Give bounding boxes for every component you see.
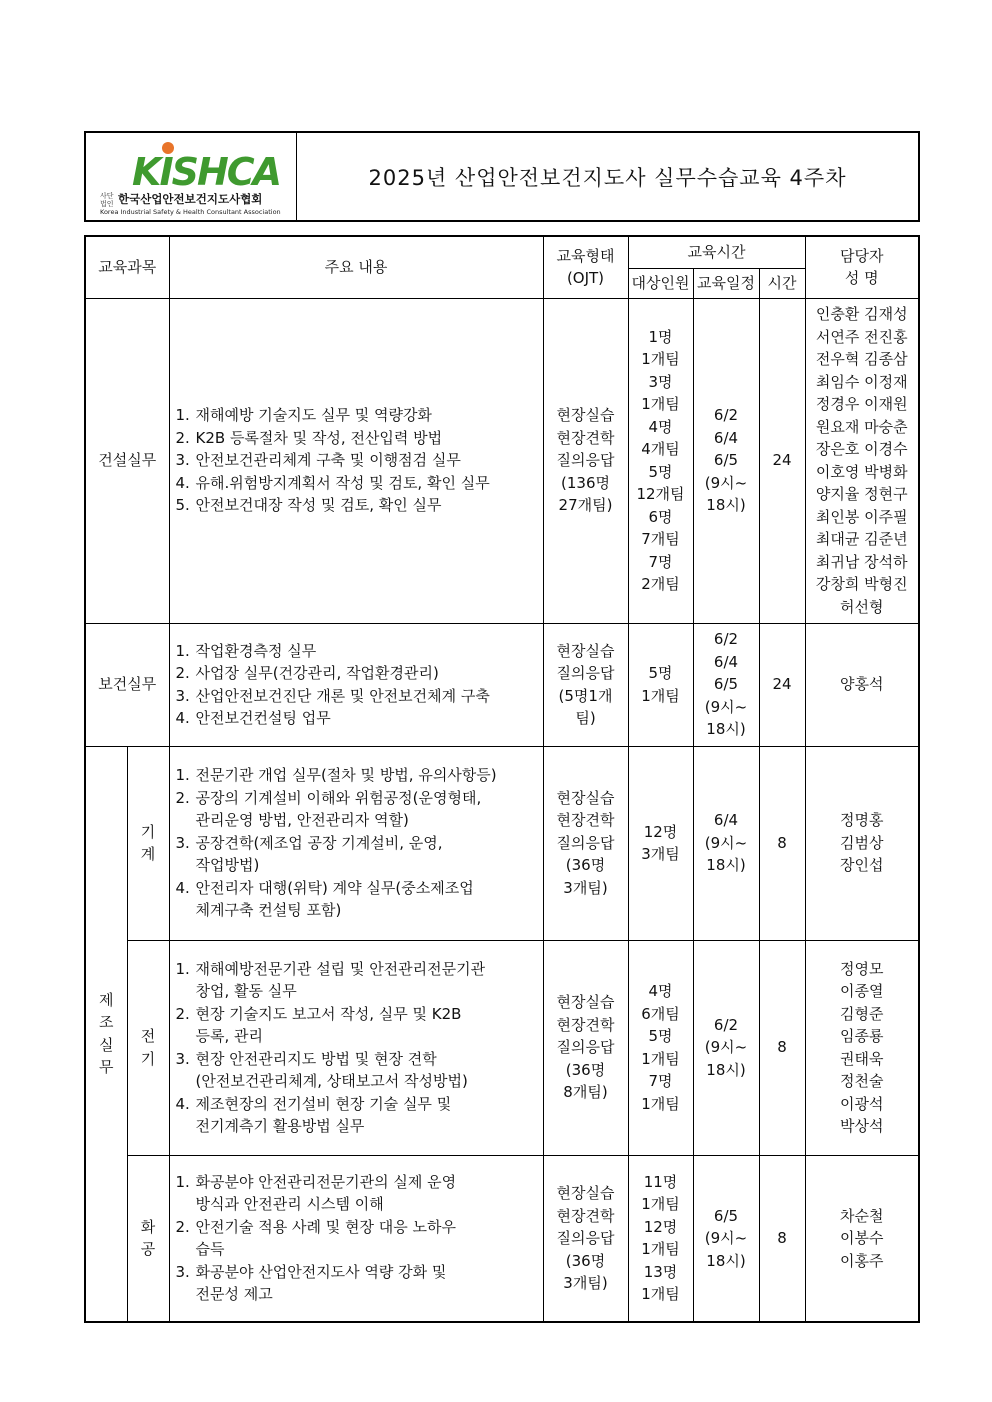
form-cell xyxy=(543,940,628,1155)
cell-line: (136명 xyxy=(561,473,610,492)
cell-line: (9시~ xyxy=(704,1038,748,1057)
schedule-cell xyxy=(693,1155,759,1322)
cell-line: 질의응답 xyxy=(556,1038,615,1057)
cell-line: 6/5 xyxy=(713,675,739,694)
cell-line: 7명 xyxy=(648,552,673,571)
cell-line: 5명 xyxy=(648,462,673,481)
course-name: 보건실무 xyxy=(85,623,169,746)
cell-line: 정천술 xyxy=(840,1072,884,1090)
table-row xyxy=(85,298,919,623)
cell-line: 양지율 정현구 xyxy=(815,485,908,503)
cell-line: 최대균 김준년 xyxy=(815,530,908,548)
cell-line: 임종룡 xyxy=(840,1027,884,1045)
cell-line: 6/2 xyxy=(713,406,739,425)
schedule-cell xyxy=(693,746,759,940)
header-schedule: 교육일정 xyxy=(693,268,759,298)
cell-line: (9시~ xyxy=(704,697,748,716)
cell-line: 1개팀 xyxy=(641,1094,680,1113)
cell-line: 현장실습 xyxy=(556,641,615,660)
cell-line: 인충환 김재성 xyxy=(815,305,908,323)
list-item: 5. 안전보건대장 작성 및 검토, 확인 실무 xyxy=(175,496,442,515)
cell-line: 18시) xyxy=(706,1060,746,1079)
cell-line: 질의응답 xyxy=(556,1229,615,1247)
cell-line: 3개팀) xyxy=(563,1274,608,1292)
cell-line: (36명 xyxy=(565,856,606,875)
org-tag: 사단 법인 xyxy=(100,192,114,208)
cell-line: 18시) xyxy=(706,856,746,875)
cell-line: 1개팀 xyxy=(641,350,680,368)
cell-line: 5명 xyxy=(648,664,673,682)
list-item: 3. 화공분야 산업안전지도사 역량 강화 및 전문성 제고 xyxy=(175,1262,447,1304)
cell-line: 원요재 마숭춘 xyxy=(815,417,908,436)
header-manager: 담당자 성 명 xyxy=(805,236,919,298)
cell-line: (9시~ xyxy=(704,473,748,492)
cell-line: 박상석 xyxy=(840,1117,884,1135)
list-item: 4. 제조현장의 전기설비 현장 기술 실무 및 전기계측기 활용방법 실무 xyxy=(175,1094,452,1135)
cell-line: 이호영 박병화 xyxy=(815,462,908,481)
table-row xyxy=(85,623,919,746)
hours-cell: 8 xyxy=(759,1155,805,1322)
cell-line: 전우혁 김종삼 xyxy=(815,350,908,368)
cell-line: 5명 xyxy=(648,1027,673,1045)
list-item: 3. 공장견학(제조업 공장 기계설비, 운영, 작업방법) xyxy=(175,833,443,875)
cell-line: 기 xyxy=(140,1049,156,1068)
cell-line: 이홍주 xyxy=(840,1251,884,1270)
header-content: 주요 내용 xyxy=(169,236,543,298)
content-list xyxy=(169,298,543,623)
list-item: 4. 안전리자 대행(위탁) 계약 실무(중소제조업 체계구축 컨설팅 포함) xyxy=(175,878,474,920)
form-cell xyxy=(543,1155,628,1322)
cell-line: 김형준 xyxy=(840,1004,884,1023)
cell-line: 정영모 xyxy=(840,959,884,978)
cell-line: 12명 xyxy=(643,822,678,841)
manager-cell xyxy=(805,746,919,940)
cell-line: 화 xyxy=(140,1217,156,1236)
cell-line: 강창희 박형진 xyxy=(815,575,908,593)
manufacturing-label xyxy=(85,746,127,1322)
cell-line: (36명 xyxy=(565,1060,606,1079)
cell-line: (9시~ xyxy=(704,833,748,852)
document-title: 2025년 산업안전보건지도사 실무수습교육 4주차 xyxy=(368,165,847,190)
cell-line: 6/4 xyxy=(713,811,739,830)
cell-line: 조 xyxy=(99,1013,114,1032)
org-name-kr: 한국산업안전보건지도사협회 xyxy=(118,192,263,206)
header-course: 교육과목 xyxy=(85,236,169,298)
content-list xyxy=(169,746,543,940)
list-item: 1. 재해예방 기술지도 실무 및 역량강화 xyxy=(175,406,432,425)
cell-line: 이광석 xyxy=(840,1094,884,1113)
org-name-en: Korea Industrial Safety & Health Consultant Association xyxy=(100,208,281,216)
cell-line: 현장실습 xyxy=(556,788,615,807)
cell-line: 현장실습 xyxy=(556,1184,615,1202)
cell-line: 양홍석 xyxy=(840,675,884,694)
cell-line: 11명 xyxy=(643,1172,678,1191)
cell-line: 1개팀 xyxy=(641,1285,680,1304)
cell-line: 장인섭 xyxy=(840,856,884,875)
course-name: 건설실무 xyxy=(85,298,169,623)
cell-line: 6/4 xyxy=(713,428,739,447)
cell-line: 7명 xyxy=(648,1072,673,1090)
hours-cell: 24 xyxy=(759,298,805,623)
cell-line: 질의응답 xyxy=(556,451,615,470)
cell-line: 정명홍 xyxy=(840,811,884,830)
cell-line: 현장견학 xyxy=(556,1015,615,1034)
cell-line: 계 xyxy=(140,845,156,863)
cell-line: 6명 xyxy=(648,507,673,526)
cell-line: 13명 xyxy=(643,1262,678,1281)
cell-line: 정경우 이재원 xyxy=(815,395,908,413)
cell-line: 1개팀 xyxy=(641,1049,680,1068)
schedule-cell xyxy=(693,940,759,1155)
cell-line: 서연주 전진홍 xyxy=(815,327,908,346)
hours-cell: 8 xyxy=(759,746,805,940)
manager-cell xyxy=(805,298,919,623)
cell-line: 1명 xyxy=(648,327,673,346)
content-list xyxy=(169,623,543,746)
form-cell xyxy=(543,623,628,746)
logo-block xyxy=(86,133,297,220)
cell-line: 6/5 xyxy=(713,451,739,470)
manager-cell xyxy=(805,940,919,1155)
schedule-table xyxy=(84,235,920,1323)
cell-line: 김범상 xyxy=(840,833,884,852)
cell-line: (9시~ xyxy=(704,1229,748,1247)
cell-line: 현장실습 xyxy=(556,993,615,1012)
svg-text:KISHCA: KISHCA xyxy=(132,150,281,194)
list-item: 4. 안전보건컨설팅 업무 xyxy=(175,709,331,727)
cell-line: 실 xyxy=(99,1035,114,1054)
cell-line: 18시) xyxy=(706,496,746,515)
cell-line: 최귀남 장석하 xyxy=(815,552,908,571)
hours-cell: 8 xyxy=(759,940,805,1155)
cell-line: 최인봉 이주필 xyxy=(815,507,908,526)
header-form: 교육형태 (OJT) xyxy=(543,236,628,298)
list-item: 3. 산업안전보건진단 개론 및 안전보건체계 구축 xyxy=(175,686,490,705)
list-item: 1. 재해예방전문기관 설립 및 안전관리전문기관 창업, 활동 실무 xyxy=(175,959,486,1000)
sub-label-electric xyxy=(127,940,169,1155)
cell-line: 2개팀 xyxy=(641,575,680,593)
manager-cell xyxy=(805,1155,919,1322)
cell-line: 8개팀) xyxy=(563,1083,608,1102)
list-item: 3. 현장 안전관리지도 방법 및 현장 견학 (안전보건관리체계, 상태보고서 작성방법) xyxy=(175,1049,468,1090)
target-cell xyxy=(628,746,693,940)
cell-line: 팀) xyxy=(575,709,596,727)
cell-line: 권태욱 xyxy=(840,1049,884,1068)
manager-cell xyxy=(805,623,919,746)
cell-line: 6/5 xyxy=(713,1206,739,1225)
cell-line: 무 xyxy=(99,1058,114,1077)
cell-line: 3명 xyxy=(648,372,673,391)
cell-line: 전 xyxy=(140,1027,156,1045)
list-item: 2. 안전기술 적용 사례 및 현장 대응 노하우 습득 xyxy=(175,1217,456,1259)
form-cell xyxy=(543,746,628,940)
cell-line: 6/4 xyxy=(713,652,739,671)
hours-cell: 24 xyxy=(759,623,805,746)
cell-line: 질의응답 xyxy=(556,833,615,852)
cell-line: 12개팀 xyxy=(636,485,685,503)
cell-line: 4명 xyxy=(648,417,673,436)
list-item: 1. 전문기관 개업 실무(절차 및 방법, 유의사항등) xyxy=(175,766,497,785)
cell-line: 질의응답 xyxy=(556,664,615,682)
cell-line: 이봉수 xyxy=(840,1229,884,1247)
list-item: 2. 공장의 기계설비 이해와 위험공정(운영형태, 관리운영 방법, 안전관리자 역할) xyxy=(175,788,482,830)
table-row xyxy=(85,940,919,1155)
cell-line: 최임수 이정재 xyxy=(815,372,908,391)
cell-line: 18시) xyxy=(706,1251,746,1270)
cell-line: 3개팀 xyxy=(641,845,680,863)
cell-line: 기 xyxy=(140,822,156,841)
cell-line: 제 xyxy=(99,990,114,1009)
cell-line: 이종열 xyxy=(840,982,884,1000)
kishca-logo-icon xyxy=(130,141,281,194)
table-row xyxy=(85,1155,919,1322)
cell-line: 18시) xyxy=(706,720,746,739)
cell-line: 1개팀 xyxy=(641,395,680,413)
form-cell xyxy=(543,298,628,623)
target-cell xyxy=(628,940,693,1155)
cell-line: 허선형 xyxy=(840,597,884,616)
cell-line: 3개팀) xyxy=(563,878,608,897)
cell-line: 4개팀 xyxy=(641,440,680,458)
cell-line: 6/2 xyxy=(713,1015,739,1034)
cell-line: 7개팀 xyxy=(641,530,680,548)
cell-line: 4명 xyxy=(648,982,673,1000)
sub-label-chemical xyxy=(127,1155,169,1322)
cell-line: 1개팀 xyxy=(641,1240,680,1259)
content-list xyxy=(169,1155,543,1322)
header-target: 대상인원 xyxy=(628,268,693,298)
list-item: 2. 사업장 실무(건강관리, 작업환경관리) xyxy=(175,664,439,682)
cell-line: 현장실습 xyxy=(556,406,615,425)
target-cell xyxy=(628,623,693,746)
cell-line: 장은호 이경수 xyxy=(815,440,908,458)
list-item: 4. 유해.위험방지계획서 작성 및 검토, 확인 실무 xyxy=(175,473,490,492)
sub-label-machine xyxy=(127,746,169,940)
cell-line: (5명1개 xyxy=(558,686,613,705)
header-hours: 시간 xyxy=(759,268,805,298)
list-item: 1. 작업환경측정 실무 xyxy=(175,641,317,660)
cell-line: 현장견학 xyxy=(556,428,615,447)
cell-line: 현장견학 xyxy=(556,811,615,830)
cell-line: 1개팀 xyxy=(641,1195,680,1214)
cell-line: (36명 xyxy=(565,1251,606,1270)
cell-line: 6개팀 xyxy=(641,1004,680,1023)
cell-line: 차순철 xyxy=(840,1206,884,1225)
schedule-cell xyxy=(693,298,759,623)
list-item: 2. K2B 등록절차 및 작성, 전산입력 방법 xyxy=(175,428,443,447)
cell-line: 27개팀) xyxy=(558,496,613,515)
target-cell xyxy=(628,1155,693,1322)
cell-line: 현장견학 xyxy=(556,1206,615,1225)
schedule-cell xyxy=(693,623,759,746)
document-header xyxy=(84,131,920,222)
cell-line: 공 xyxy=(140,1240,156,1259)
target-cell xyxy=(628,298,693,623)
list-item: 2. 현장 기술지도 보고서 작성, 실무 및 K2B 등록, 관리 xyxy=(175,1004,462,1045)
list-item: 1. 화공분야 안전관리전문기관의 실제 운영 방식과 안전관리 시스템 이해 xyxy=(175,1172,457,1214)
cell-line: 12명 xyxy=(643,1217,678,1236)
header-time: 교육시간 xyxy=(628,236,805,268)
content-list xyxy=(169,940,543,1155)
list-item: 3. 안전보건관리체계 구축 및 이행점검 실무 xyxy=(175,451,461,470)
table-row xyxy=(85,746,919,940)
cell-line: 6/2 xyxy=(713,630,739,649)
cell-line: 1개팀 xyxy=(641,686,680,705)
